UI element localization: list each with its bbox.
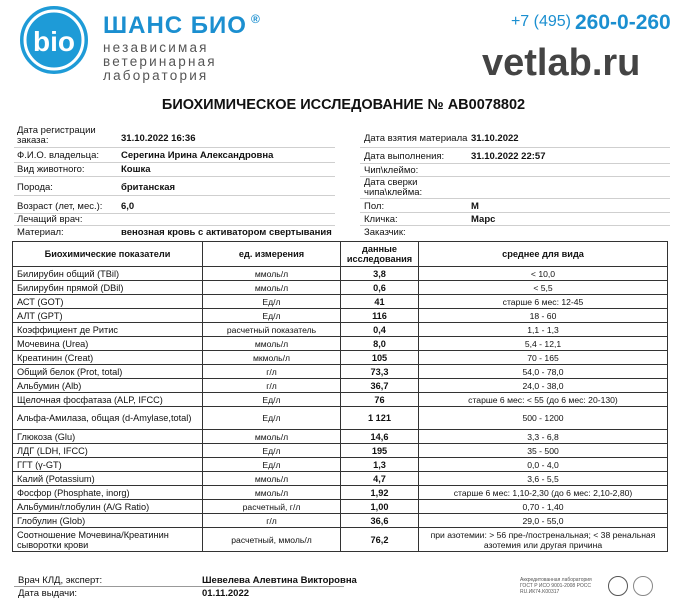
nickname-label: Кличка: bbox=[364, 214, 398, 225]
material-label: Материал: bbox=[17, 227, 64, 238]
value-cell: 14,6 bbox=[341, 430, 419, 444]
reference-cell: при азотемии: > 56 пре-/постренальная; < 38 ренальная азотемия или другая причина bbox=[419, 528, 668, 552]
divider bbox=[360, 225, 670, 226]
chip-check-label: Дата сверки чипа\клейма: bbox=[364, 177, 423, 198]
sex-label: Пол: bbox=[364, 201, 385, 212]
indicator-cell: ЛДГ (LDH, IFCC) bbox=[13, 444, 203, 458]
header-value: данные исследования bbox=[341, 242, 419, 267]
value-cell: 0,4 bbox=[341, 323, 419, 337]
table-row bbox=[13, 379, 668, 393]
client-label: Заказчик: bbox=[364, 227, 406, 238]
value-cell: 116 bbox=[341, 309, 419, 323]
header-reference: среднее для вида bbox=[419, 242, 668, 267]
reference-cell: 0,0 - 4,0 bbox=[419, 458, 668, 472]
unit-cell: Ед/л bbox=[203, 407, 341, 430]
unit-cell: ммоль/л bbox=[203, 430, 341, 444]
doctor-name: Шевелева Алевтина Викторовна bbox=[202, 575, 357, 586]
species-label: Вид животного: bbox=[17, 164, 85, 175]
table-row bbox=[13, 393, 668, 407]
value-cell: 36,6 bbox=[341, 514, 419, 528]
site-url[interactable]: vetlab.ru bbox=[482, 42, 641, 84]
unit-cell: Ед/л bbox=[203, 444, 341, 458]
tagline-line-3: лаборатория bbox=[103, 68, 209, 83]
table-row bbox=[13, 528, 668, 552]
indicator-cell: Калий (Potassium) bbox=[13, 472, 203, 486]
value-cell: 1 121 bbox=[341, 407, 419, 430]
unit-cell: Ед/л bbox=[203, 393, 341, 407]
value-cell: 76 bbox=[341, 393, 419, 407]
reference-cell: 1,1 - 1,3 bbox=[419, 323, 668, 337]
breed: британская bbox=[121, 182, 176, 193]
tagline-line-2: ветеринарная bbox=[103, 54, 217, 69]
indicator-cell: Соотношение Мочевина/Креатинин сыворотки крови bbox=[13, 528, 203, 552]
table-row bbox=[13, 365, 668, 379]
divider bbox=[14, 195, 335, 196]
reference-cell: 70 - 165 bbox=[419, 351, 668, 365]
value-cell: 76,2 bbox=[341, 528, 419, 552]
brand-name: ШАНС БИО ® bbox=[103, 12, 261, 39]
divider bbox=[14, 586, 344, 587]
table-row bbox=[13, 500, 668, 514]
reference-cell: старше 6 мес: < 55 (до 6 мес: 20-130) bbox=[419, 393, 668, 407]
owner-label: Ф.И.О. владельца: bbox=[17, 150, 100, 161]
done-date: 31.10.2022 22:57 bbox=[471, 151, 546, 162]
issue-date-label: Дата выдачи: bbox=[18, 588, 78, 599]
indicator-cell: Мочевина (Urea) bbox=[13, 337, 203, 351]
age: 6,0 bbox=[121, 201, 135, 212]
unit-cell: г/л bbox=[203, 379, 341, 393]
reg-date-label: Дата регистрации заказа: bbox=[17, 125, 96, 146]
divider bbox=[360, 212, 670, 213]
sample-date: 31.10.2022 bbox=[471, 133, 519, 144]
indicator-cell: Общий белок (Prot, total) bbox=[13, 365, 203, 379]
table-row bbox=[13, 486, 668, 500]
material: венозная кровь с активатором свертывания bbox=[121, 227, 332, 238]
unit-cell: ммоль/л bbox=[203, 337, 341, 351]
value-cell: 73,3 bbox=[341, 365, 419, 379]
unit-cell: ммоль/л bbox=[203, 472, 341, 486]
owner-name: Серегина Ирина Александровна bbox=[121, 150, 274, 161]
results-table bbox=[12, 241, 668, 552]
indicator-cell: Билирубин общий (TBil) bbox=[13, 267, 203, 281]
table-row bbox=[13, 281, 668, 295]
unit-cell: г/л bbox=[203, 365, 341, 379]
reference-cell: 0,70 - 1,40 bbox=[419, 500, 668, 514]
table-row bbox=[13, 295, 668, 309]
accreditation-text: Аккредитованная лаборатория ГОСТ Р ИСО 9001-2008 РОСС RU.ИК74.K00317 bbox=[520, 577, 592, 595]
value-cell: 1,92 bbox=[341, 486, 419, 500]
table-row bbox=[13, 323, 668, 337]
table-row bbox=[13, 309, 668, 323]
unit-cell: ммоль/л bbox=[203, 281, 341, 295]
reference-cell: 35 - 500 bbox=[419, 444, 668, 458]
unit-cell: г/л bbox=[203, 514, 341, 528]
accreditation-seal-icon bbox=[608, 576, 628, 596]
value-cell: 4,7 bbox=[341, 472, 419, 486]
value-cell: 1,3 bbox=[341, 458, 419, 472]
indicator-cell: Щелочная фосфатаза (ALP, IFCC) bbox=[13, 393, 203, 407]
indicator-cell: АЛТ (GPT) bbox=[13, 309, 203, 323]
indicator-cell: ГГТ (γ-GT) bbox=[13, 458, 203, 472]
divider bbox=[360, 147, 670, 148]
indicator-cell: Альфа-Амилаза, общая (d-Amylase,total) bbox=[13, 407, 203, 430]
value-cell: 3,8 bbox=[341, 267, 419, 281]
value-cell: 195 bbox=[341, 444, 419, 458]
indicator-cell: Фосфор (Phosphate, inorg) bbox=[13, 486, 203, 500]
reference-cell: 500 - 1200 bbox=[419, 407, 668, 430]
issue-date: 01.11.2022 bbox=[202, 588, 250, 599]
table-row bbox=[13, 267, 668, 281]
table-row bbox=[13, 351, 668, 365]
divider bbox=[14, 225, 335, 226]
unit-cell: Ед/л bbox=[203, 458, 341, 472]
logo-text: bio bbox=[33, 26, 75, 57]
value-cell: 8,0 bbox=[341, 337, 419, 351]
doctor-label: Врач КЛД, эксперт: bbox=[18, 575, 103, 586]
table-row bbox=[13, 430, 668, 444]
value-cell: 105 bbox=[341, 351, 419, 365]
divider bbox=[360, 163, 670, 164]
table-row bbox=[13, 458, 668, 472]
reg-date: 31.10.2022 16:36 bbox=[121, 133, 196, 144]
phone-prefix: +7 (495) bbox=[510, 13, 571, 30]
tagline-line-1: независимая bbox=[103, 40, 209, 55]
unit-cell: расчетный, г/л bbox=[203, 500, 341, 514]
sex: М bbox=[471, 201, 479, 212]
registered-mark: ® bbox=[250, 12, 261, 26]
indicator-cell: АСТ (GOT) bbox=[13, 295, 203, 309]
reference-cell: 29,0 - 55,0 bbox=[419, 514, 668, 528]
nickname: Марс bbox=[471, 214, 496, 225]
indicator-cell: Коэффициент де Ритис bbox=[13, 323, 203, 337]
unit-cell: Ед/л bbox=[203, 295, 341, 309]
header-unit: ед. измерения bbox=[203, 242, 341, 267]
document-title: БИОХИМИЧЕСКОЕ ИССЛЕДОВАНИЕ № AB0078802 bbox=[161, 97, 526, 113]
reference-cell: 18 - 60 bbox=[419, 309, 668, 323]
indicator-cell: Креатинин (Creat) bbox=[13, 351, 203, 365]
reference-cell: 5,4 - 12,1 bbox=[419, 337, 668, 351]
unit-cell: расчетный показатель bbox=[203, 323, 341, 337]
table-header-row bbox=[13, 242, 668, 267]
chip-label: Чип\клеймо: bbox=[364, 165, 419, 176]
breed-label: Порода: bbox=[17, 182, 53, 193]
unit-cell: ммоль/л bbox=[203, 486, 341, 500]
table-row bbox=[13, 514, 668, 528]
certificate-seal-icon bbox=[633, 576, 653, 596]
reference-cell: старше 6 мес: 1,10-2,30 (до 6 мес: 2,10-2,80) bbox=[419, 486, 668, 500]
divider bbox=[14, 162, 335, 163]
reference-cell: < 5,5 bbox=[419, 281, 668, 295]
phone-number: 260-0-260 bbox=[575, 11, 671, 34]
indicator-cell: Глюкоза (Glu) bbox=[13, 430, 203, 444]
divider bbox=[14, 147, 335, 148]
unit-cell: Ед/л bbox=[203, 309, 341, 323]
age-label: Возраст (лет, мес.): bbox=[17, 201, 103, 212]
table-row bbox=[13, 444, 668, 458]
bio-logo bbox=[20, 6, 88, 74]
unit-cell: мкмоль/л bbox=[203, 351, 341, 365]
divider bbox=[360, 198, 670, 199]
reference-cell: 24,0 - 38,0 bbox=[419, 379, 668, 393]
header-indicator: Биохимические показатели bbox=[13, 242, 203, 267]
reference-cell: < 10,0 bbox=[419, 267, 668, 281]
unit-cell: расчетный, ммоль/л bbox=[203, 528, 341, 552]
indicator-cell: Альбумин (Alb) bbox=[13, 379, 203, 393]
value-cell: 41 bbox=[341, 295, 419, 309]
sample-date-label: Дата взятия материала bbox=[364, 133, 468, 144]
vet-label: Лечащий врач: bbox=[17, 214, 83, 225]
reference-cell: 3,6 - 5,5 bbox=[419, 472, 668, 486]
indicator-cell: Альбумин/глобулин (A/G Ratio) bbox=[13, 500, 203, 514]
indicator-cell: Билирубин прямой (DBil) bbox=[13, 281, 203, 295]
value-cell: 36,7 bbox=[341, 379, 419, 393]
value-cell: 0,6 bbox=[341, 281, 419, 295]
reference-cell: старше 6 мес: 12-45 bbox=[419, 295, 668, 309]
reference-cell: 3,3 - 6,8 bbox=[419, 430, 668, 444]
value-cell: 1,00 bbox=[341, 500, 419, 514]
species: Кошка bbox=[121, 164, 151, 175]
table-row bbox=[13, 407, 668, 430]
done-date-label: Дата выполнения: bbox=[364, 151, 445, 162]
table-row bbox=[13, 337, 668, 351]
reference-cell: 54,0 - 78,0 bbox=[419, 365, 668, 379]
unit-cell: ммоль/л bbox=[203, 267, 341, 281]
divider bbox=[14, 176, 335, 177]
indicator-cell: Глобулин (Glob) bbox=[13, 514, 203, 528]
table-row bbox=[13, 472, 668, 486]
